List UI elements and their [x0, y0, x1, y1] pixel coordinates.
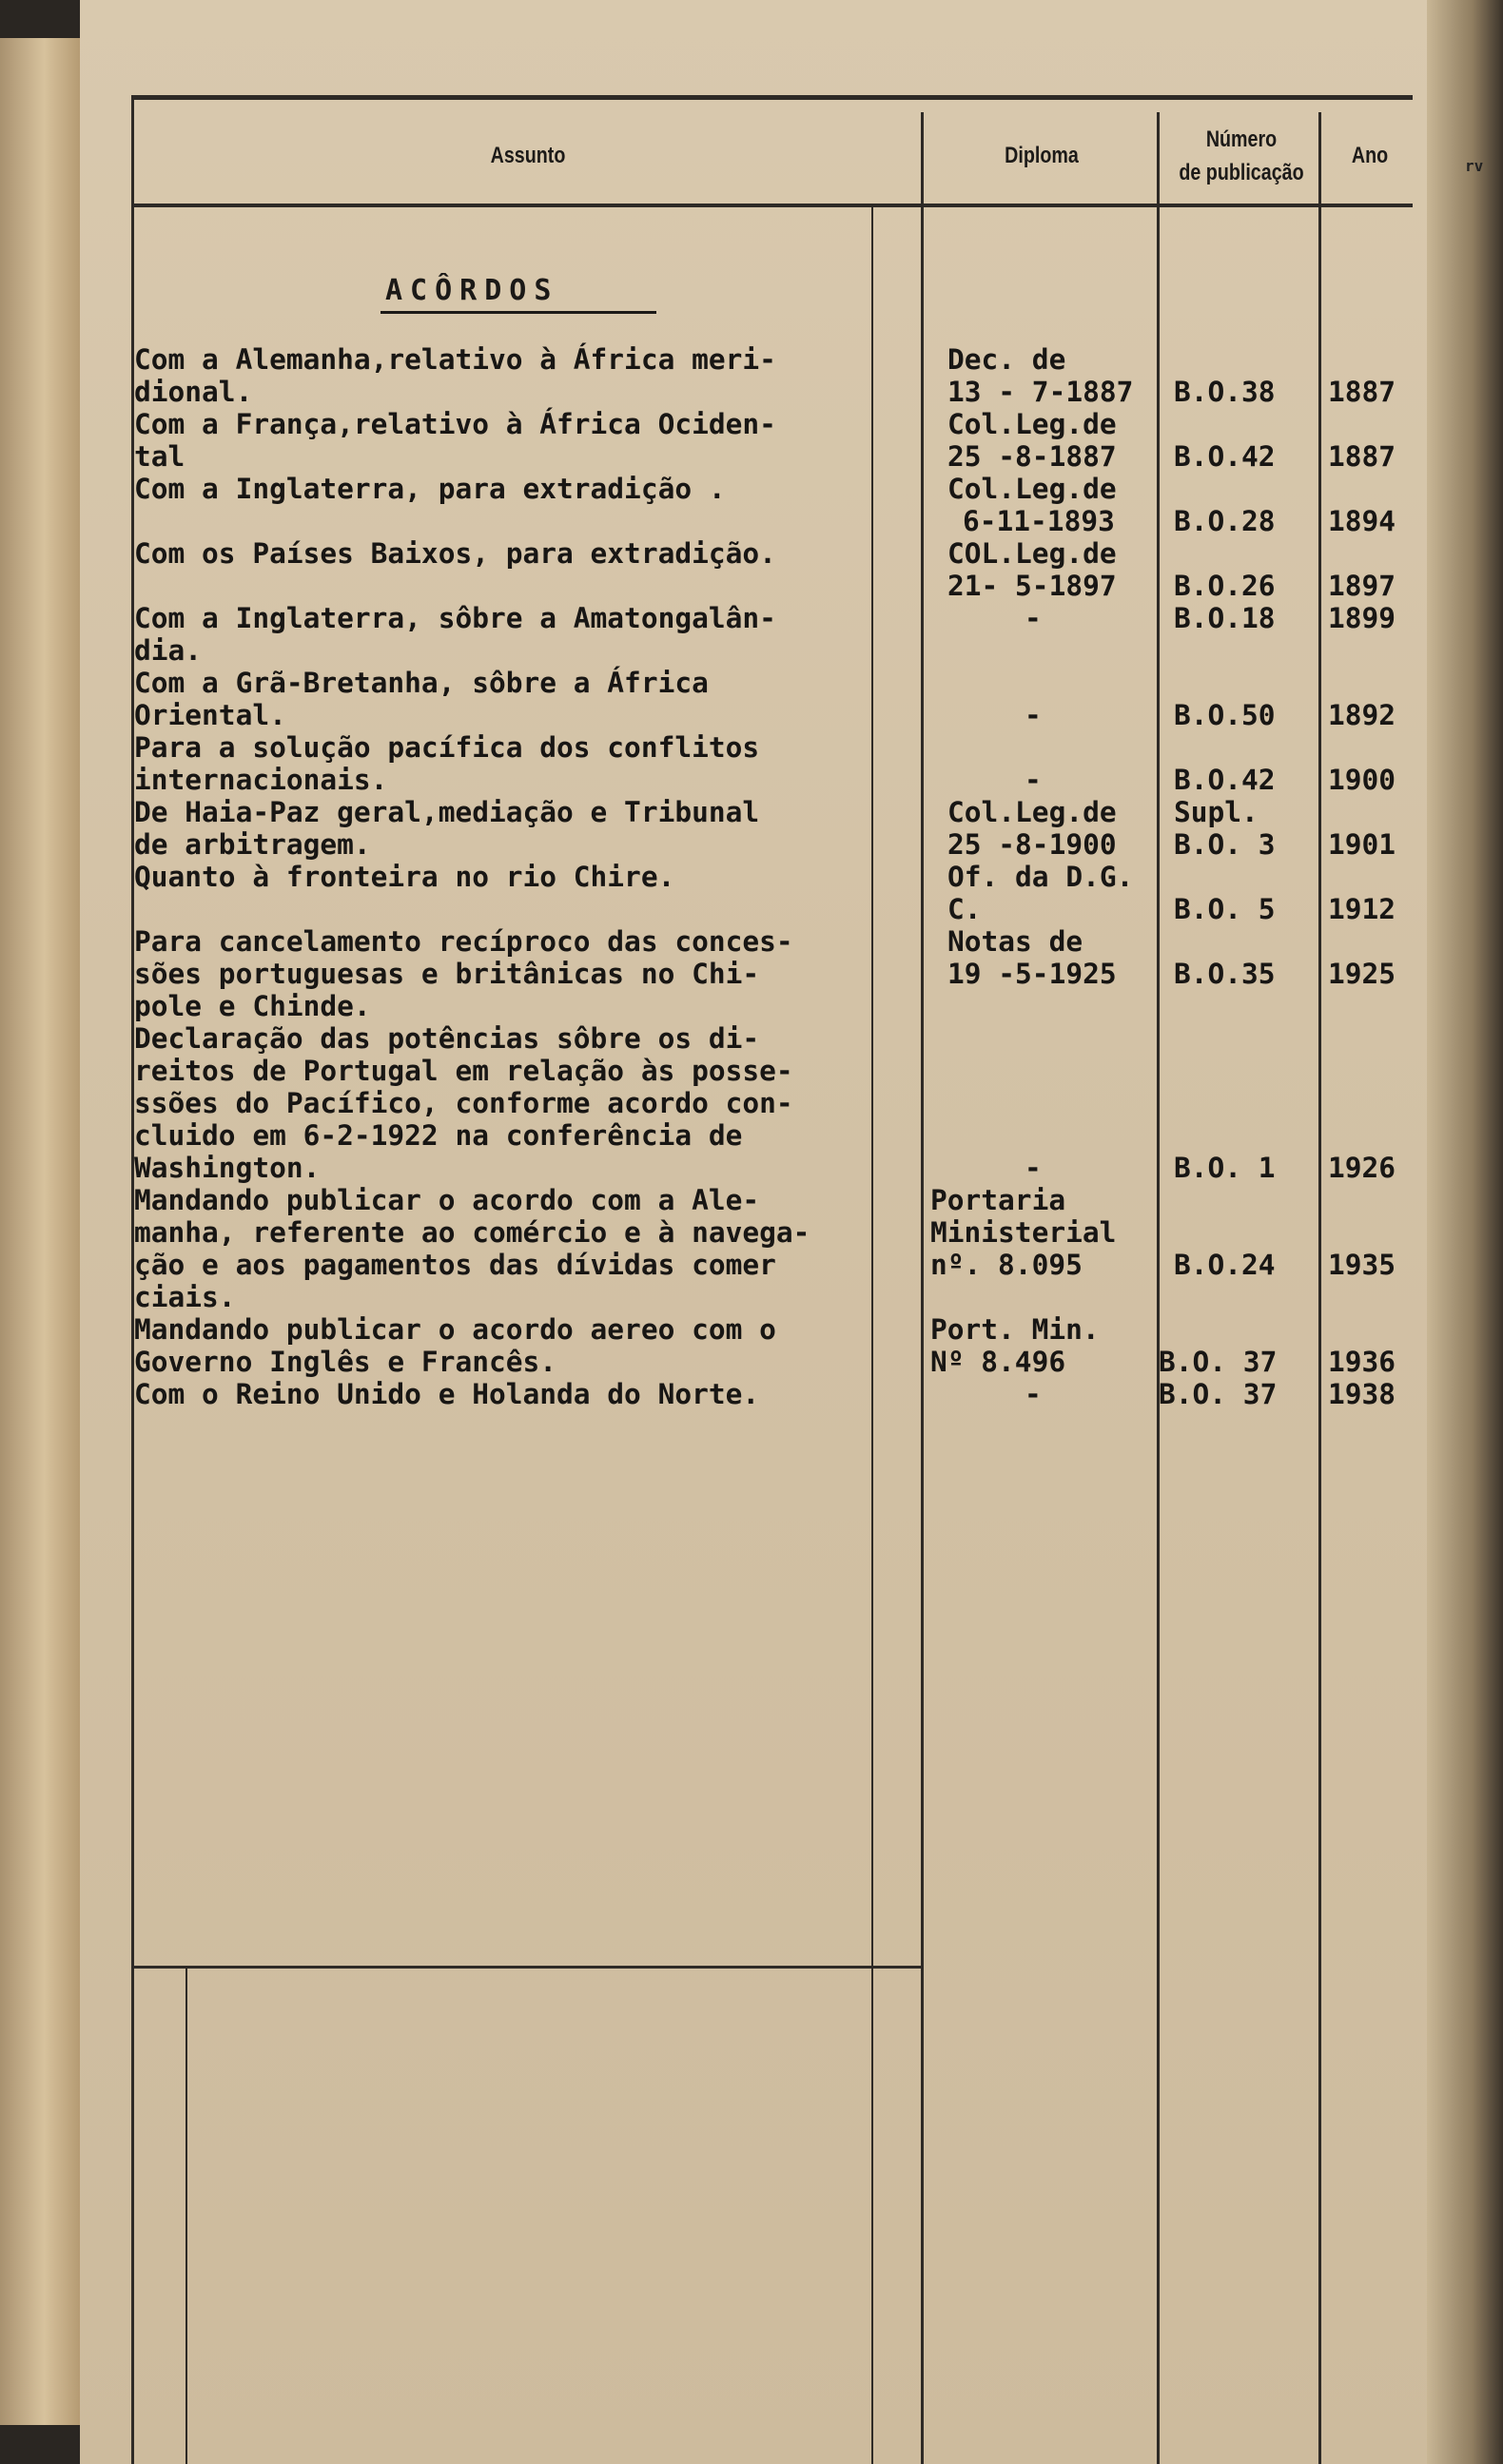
section-title-underline	[381, 311, 656, 314]
bottom-box-rule	[131, 1966, 921, 1969]
numero-line: B.O.24	[1174, 1249, 1276, 1281]
subject-line: tal	[134, 440, 185, 473]
ano-line: 1901	[1328, 828, 1396, 861]
subject-line: ção e aos pagamentos das dívidas comer	[134, 1249, 776, 1281]
ano-line: 1938	[1328, 1378, 1396, 1410]
subject-line: dional.	[134, 376, 253, 408]
header-diploma: Diploma	[1005, 143, 1079, 168]
subject-line: ciais.	[134, 1281, 236, 1313]
subject-line: Mandando publicar o acordo com a Ale-	[134, 1184, 760, 1216]
numero-line: B.O. 1	[1174, 1152, 1276, 1184]
numero-line: B.O.18	[1174, 602, 1276, 634]
subject-line: Com o Reino Unido e Holanda do Norte.	[134, 1378, 760, 1410]
subject-line: Com a Alemanha,relativo à África meri-	[134, 343, 776, 376]
diploma-line: -	[1025, 764, 1042, 796]
diploma-line: Col.Leg.de	[947, 473, 1117, 505]
numero-line: B.O. 37	[1159, 1346, 1278, 1378]
diploma-line: -	[1025, 1378, 1042, 1410]
numero-line: B.O.35	[1174, 958, 1276, 990]
subject-line: Mandando publicar o acordo aereo com o	[134, 1313, 776, 1346]
diploma-line: Port. Min.	[930, 1313, 1100, 1346]
subject-line: dia.	[134, 634, 203, 667]
numero-ano-divider	[1318, 112, 1321, 2464]
subject-line: Para cancelamento recíproco das conces-	[134, 925, 793, 958]
numero-line: B.O. 3	[1174, 828, 1276, 861]
assunto-diploma-divider	[921, 112, 924, 2464]
subject-line: pole e Chinde.	[134, 990, 371, 1022]
ano-line: 1899	[1328, 602, 1396, 634]
subject-line: Com a Grã-Bretanha, sôbre a África	[134, 667, 709, 699]
numero-line: B.O. 5	[1174, 893, 1276, 925]
subject-line: ssões do Pacífico, conforme acordo con-	[134, 1087, 793, 1119]
numero-line: B.O.42	[1174, 440, 1276, 473]
diploma-line: COL.Leg.de	[947, 537, 1117, 570]
subject-line: Washington.	[134, 1152, 321, 1184]
numero-line: B.O.28	[1174, 505, 1276, 537]
diploma-numero-divider	[1157, 112, 1160, 2464]
diploma-line: nº. 8.095	[930, 1249, 1083, 1281]
subject-line: de arbitragem.	[134, 828, 371, 861]
numero-line: B.O.50	[1174, 699, 1276, 731]
subject-line: Quanto à fronteira no rio Chire.	[134, 861, 675, 893]
diploma-line: C.	[947, 893, 982, 925]
ano-line: 1892	[1328, 699, 1396, 731]
ano-line: 1935	[1328, 1249, 1396, 1281]
diploma-line: Notas de	[947, 925, 1083, 958]
subject-line: Com os Países Baixos, para extradição.	[134, 537, 776, 570]
header-numero-sub: de publicação	[1179, 160, 1304, 185]
subject-line: sões portuguesas e britânicas no Chi-	[134, 958, 760, 990]
diploma-line: Nº 8.496	[930, 1346, 1066, 1378]
subject-line: cluido em 6-2-1922 na conferência de	[134, 1119, 743, 1152]
subject-line: Declaração das potências sôbre os di-	[134, 1022, 760, 1055]
edge-text: rv	[1465, 157, 1484, 175]
subject-line: De Haia-Paz geral,mediação e Tribunal	[134, 796, 760, 828]
ano-line: 1936	[1328, 1346, 1396, 1378]
diploma-line: 25 -8-1900	[947, 828, 1117, 861]
numero-line: Supl.	[1174, 796, 1259, 828]
header-bottom-rule	[131, 204, 1413, 207]
ano-line: 1897	[1328, 570, 1396, 602]
subject-line: reitos de Portugal em relação às posse-	[134, 1055, 793, 1087]
numero-line: B.O.38	[1174, 376, 1276, 408]
subject-line: Com a Inglaterra, para extradição .	[134, 473, 726, 505]
subject-line: Governo Inglês e Francês.	[134, 1346, 557, 1378]
subject-line: Com a Inglaterra, sôbre a Amatongalân-	[134, 602, 776, 634]
diploma-line: Col.Leg.de	[947, 796, 1117, 828]
right-page-edge	[1427, 0, 1503, 2464]
diploma-line: Ministerial	[930, 1216, 1117, 1249]
ano-line: 1887	[1328, 376, 1396, 408]
header-numero: Número	[1205, 126, 1278, 152]
numero-line: B.O.42	[1174, 764, 1276, 796]
subject-line: Para a solução pacífica dos conflitos	[134, 731, 760, 764]
subject-line: Com a França,relativo à África Ociden-	[134, 408, 776, 440]
ano-line: 1926	[1328, 1152, 1396, 1184]
diploma-line: 13 - 7-1887	[947, 376, 1134, 408]
diploma-line: 21- 5-1897	[947, 570, 1117, 602]
header-ano: Ano	[1351, 143, 1389, 168]
header-assunto: Assunto	[490, 143, 566, 168]
diploma-line: -	[1025, 699, 1042, 731]
ano-line: 1912	[1328, 893, 1396, 925]
left-page-edge	[0, 38, 80, 2425]
diploma-line: 19 -5-1925	[947, 958, 1117, 990]
subject-line: manha, referente ao comércio e à navega-	[134, 1216, 810, 1249]
ano-line: 1887	[1328, 440, 1396, 473]
diploma-line: 6-11-1893	[963, 505, 1115, 537]
diploma-line: Portaria	[930, 1184, 1066, 1216]
numero-line: B.O. 37	[1159, 1378, 1278, 1410]
diploma-line: Col.Leg.de	[947, 408, 1117, 440]
bottom-box-inner-line	[185, 1969, 187, 2464]
numero-line: B.O.26	[1174, 570, 1276, 602]
assunto-inner-divider	[871, 207, 873, 2464]
subject-line: Oriental.	[134, 699, 286, 731]
diploma-line: Dec. de	[947, 343, 1066, 376]
ano-line: 1900	[1328, 764, 1396, 796]
ano-line: 1925	[1328, 958, 1396, 990]
section-title: ACÔRDOS	[385, 274, 559, 307]
top-rule	[131, 95, 1413, 100]
subject-line: internacionais.	[134, 764, 388, 796]
diploma-line: 25 -8-1887	[947, 440, 1117, 473]
diploma-line: -	[1025, 602, 1042, 634]
diploma-line: Of. da D.G.	[947, 861, 1134, 893]
ano-line: 1894	[1328, 505, 1396, 537]
diploma-line: -	[1025, 1152, 1042, 1184]
